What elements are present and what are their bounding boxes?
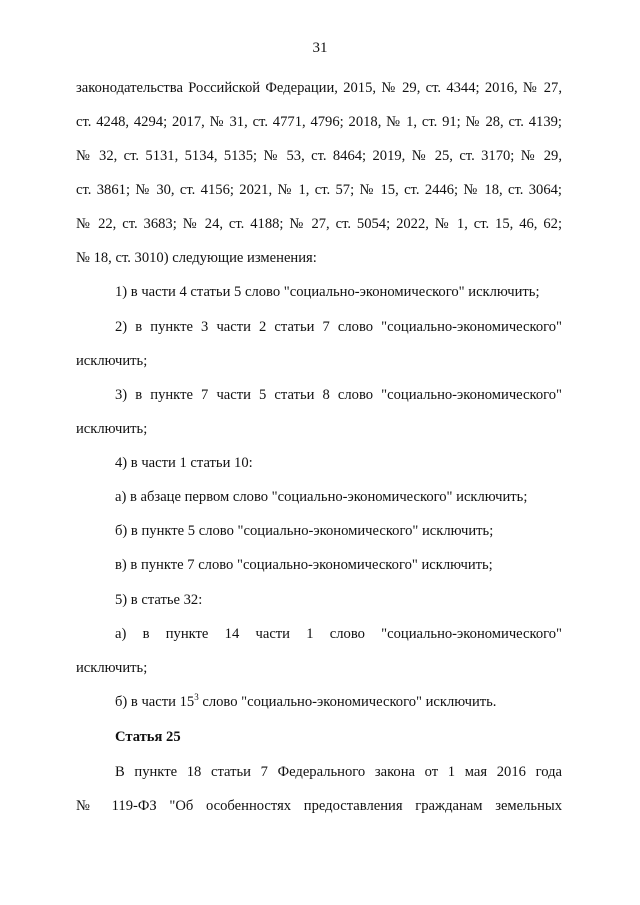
article-heading: Статья 25 (115, 729, 181, 745)
page-number: 31 (312, 40, 328, 56)
text-line: № 18, ст. 3010) следующие изменения: (76, 250, 317, 266)
text-line: № 119-ФЗ "Об особенностях предоставления гражданам земельных (76, 798, 562, 814)
text-fragment: слово "социально-экономического" исключить. (198, 694, 497, 710)
text-fragment: б) в части 15 (115, 694, 195, 710)
text-line: 4) в части 1 статьи 10: (115, 455, 253, 471)
text-line: 5) в статье 32: (115, 592, 203, 608)
text-line: № 32, ст. 5131, 5134, 5135; № 53, ст. 8464; 2019, № 25, ст. 3170; № 29, (76, 148, 562, 164)
text-line: в) в пункте 7 слово "социально-экономического" исключить; (115, 557, 493, 573)
superscript: 3 (194, 692, 199, 702)
text-line: ст. 3861; № 30, ст. 4156; 2021, № 1, ст. 57; № 15, ст. 2446; № 18, ст. 3064; (76, 182, 562, 198)
text-line (115, 692, 562, 712)
text-line: а) в пункте 14 части 1 слово "социально-экономического" (115, 626, 562, 642)
text-line: ст. 4248, 4294; 2017, № 31, ст. 4771, 4796; 2018, № 1, ст. 91; № 28, ст. 4139; (76, 114, 562, 130)
text-line: б) в пункте 5 слово "социально-экономического" исключить; (115, 523, 494, 539)
text-line: 2) в пункте 3 части 2 статьи 7 слово "социально-экономического" (115, 319, 562, 335)
text-line: 3) в пункте 7 части 5 статьи 8 слово "социально-экономического" (115, 387, 562, 403)
text-line: исключить; (76, 660, 148, 676)
text-line: исключить; (76, 353, 148, 369)
text-line: 1) в части 4 статьи 5 слово "социально-экономического" исключить; (115, 284, 540, 300)
text-line: а) в абзаце первом слово "социально-экономического" исключить; (115, 489, 528, 505)
text-line: законодательства Российской Федерации, 2015, № 29, ст. 4344; 2016, № 27, (76, 80, 562, 96)
text-line: № 22, ст. 3683; № 24, ст. 4188; № 27, ст. 5054; 2022, № 1, ст. 15, 46, 62; (76, 216, 562, 232)
text-line: исключить; (76, 421, 148, 437)
text-line: В пункте 18 статьи 7 Федерального закона от 1 мая 2016 года (115, 764, 562, 780)
